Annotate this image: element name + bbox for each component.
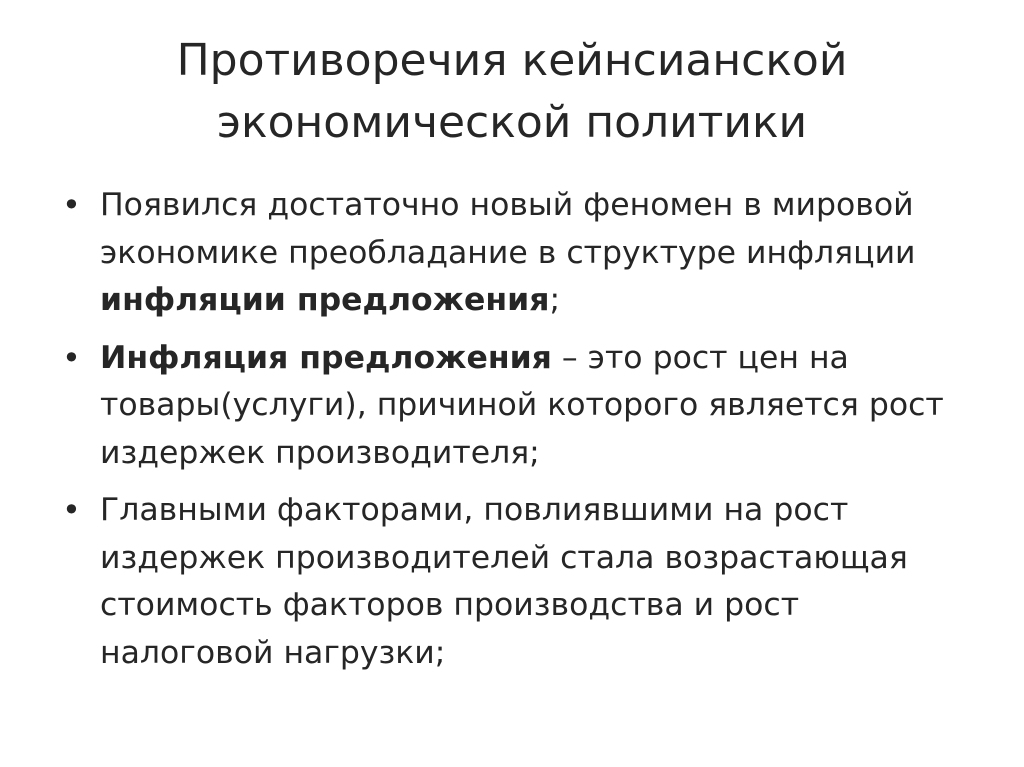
bullet-marker: •	[62, 338, 81, 377]
bullet-item-2	[60, 335, 980, 478]
bullet-marker: •	[62, 491, 81, 529]
bullet-2-bold: Инфляция предложения	[100, 339, 552, 376]
bullet-1-text: Появился достаточно новый феномен в мировой экономике преобладание в структуре инфляции	[100, 187, 916, 271]
bullet-2-text: – это рост цен на товары(услуги), причиной которого является рост издержек производителя;	[100, 339, 944, 471]
bullet-list	[60, 182, 980, 687]
title-line-1: Противоречия кейнсианской	[176, 35, 848, 86]
bullet-item-3	[60, 487, 980, 677]
bullet-marker: •	[62, 186, 81, 224]
title-line-2: экономической политики	[216, 97, 808, 148]
bullet-item-1	[60, 182, 980, 325]
bullet-1-bold: инфляции предложения	[100, 282, 550, 318]
slide-title	[70, 30, 954, 154]
bullet-1-tail: ;	[549, 282, 561, 318]
bullet-3-text: Главными факторами, повлиявшими на рост издержек производителей стала возрастающая стоимость факторов производства и рост налоговой нагрузки;	[100, 492, 908, 671]
